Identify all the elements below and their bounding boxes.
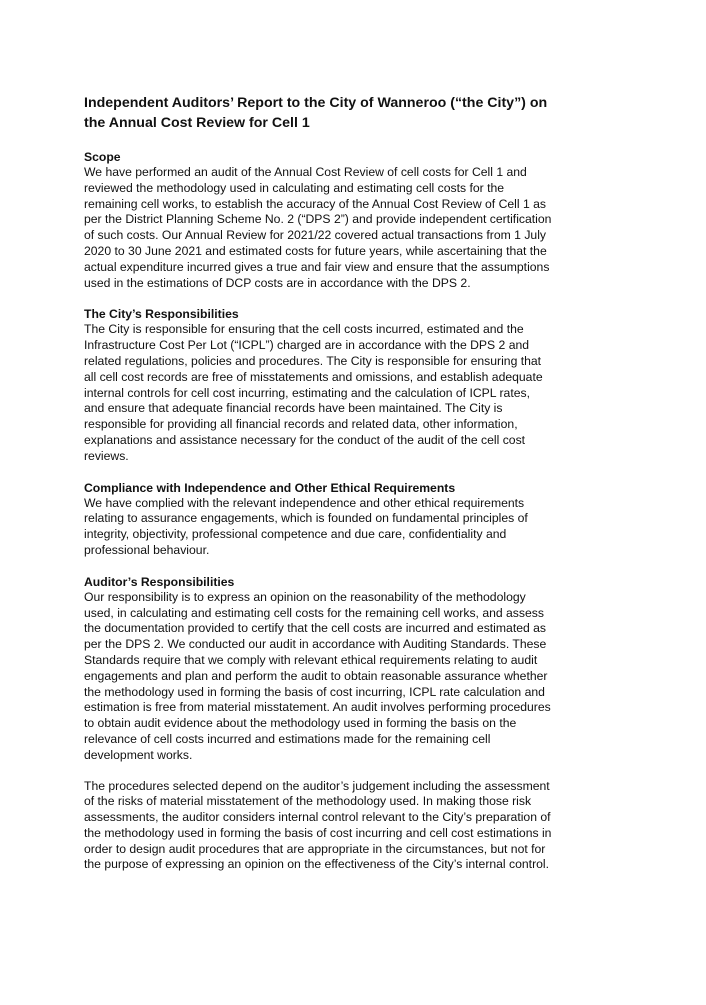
section-paragraph: Our responsibility is to express an opinion on the reasonability of the methodology used, in calculating and estimating cell costs for the remaining cell works, and assess the documentation provided to certify that the cell costs are incurred and estimated as per the DPS 2. We conducted our audit in accordance with Auditing Standards. These Standards require that we comply with relevant ethical requirements relating to audit engagements and plan and perform the audit to obtain reasonable assurance whether the methodology used in forming the basis of cost incurring, ICPL rate calculation and estimation is free from material misstatement. An audit involves performing procedures to obtain audit evidence about the methodology used in forming the basis on the relevance of cell costs incurred and estimations made for the remaining cell development works. <box>84 589 551 762</box>
section-heading-auditor-responsibilities: Auditor’s Responsibilities <box>84 574 235 589</box>
section-heading-city-responsibilities: The City’s Responsibilities <box>84 307 239 322</box>
section-auditor-responsibilities <box>84 574 552 874</box>
section-heading-independence-ethics: Compliance with Independence and Other Ethical Requirements <box>84 480 456 495</box>
document-page <box>84 93 552 888</box>
section-independence-ethics <box>84 480 552 559</box>
section-paragraph: We have performed an audit of the Annual Cost Review of cell costs for Cell 1 and reviewed the methodology used in calculating and estimating cell costs for the remaining cell works, to establish the accuracy of the Annual Cost Review of Cell 1 as per the District Planning Scheme No. 2 (“DPS 2”) and provide independent certification of such costs. Our Annual Review for 2021/22 covered actual transactions from 1 July 2020 to 30 June 2021 and estimated costs for future years, while ascertaining that the actual expenditure incurred gives a true and fair view and ensure that the assumptions used in the estimations of DCP costs are in accordance with the DPS 2. <box>84 165 552 290</box>
document-title: Independent Auditors’ Report to the City of Wanneroo (“the City”) on the Annual Cost Review for Cell 1 <box>84 95 548 131</box>
section-city-responsibilities <box>84 306 552 464</box>
section-heading-scope: Scope <box>84 150 121 164</box>
section-scope <box>84 149 552 291</box>
section-paragraph: We have complied with the relevant independence and other ethical requirements relating to assurance engagements, which is founded on fundamental principles of integrity, objectivity, professional competence and due care, confidentiality and professional behaviour. <box>84 495 528 557</box>
section-paragraph: The City is responsible for ensuring that the cell costs incurred, estimated and the Infrastructure Cost Per Lot (“ICPL”) charged are in accordance with the DPS 2 and related regulations, policies and procedures. The City is responsible for ensuring that all cell cost records are free of misstatements and omissions, and establish adequate internal controls for cell cost incurring, estimating and the calculation of ICPL rates, and ensure that adequate financial records have been maintained. The City is responsible for providing all financial records and related data, other information, explanations and assistance necessary for the conduct of the audit of the cell cost reviews. <box>84 322 543 463</box>
section-paragraph: The procedures selected depend on the auditor’s judgement including the assessment of the risks of material misstatement of the methodology used. In making those risk assessments, the auditor considers internal control relevant to the City’s preparation of the methodology used in forming the basis of cost incurring and cell cost estimations in order to design audit procedures that are appropriate in the circumstances, but not for the purpose of expressing an opinion on the effectiveness of the City’s internal control. <box>84 778 552 872</box>
